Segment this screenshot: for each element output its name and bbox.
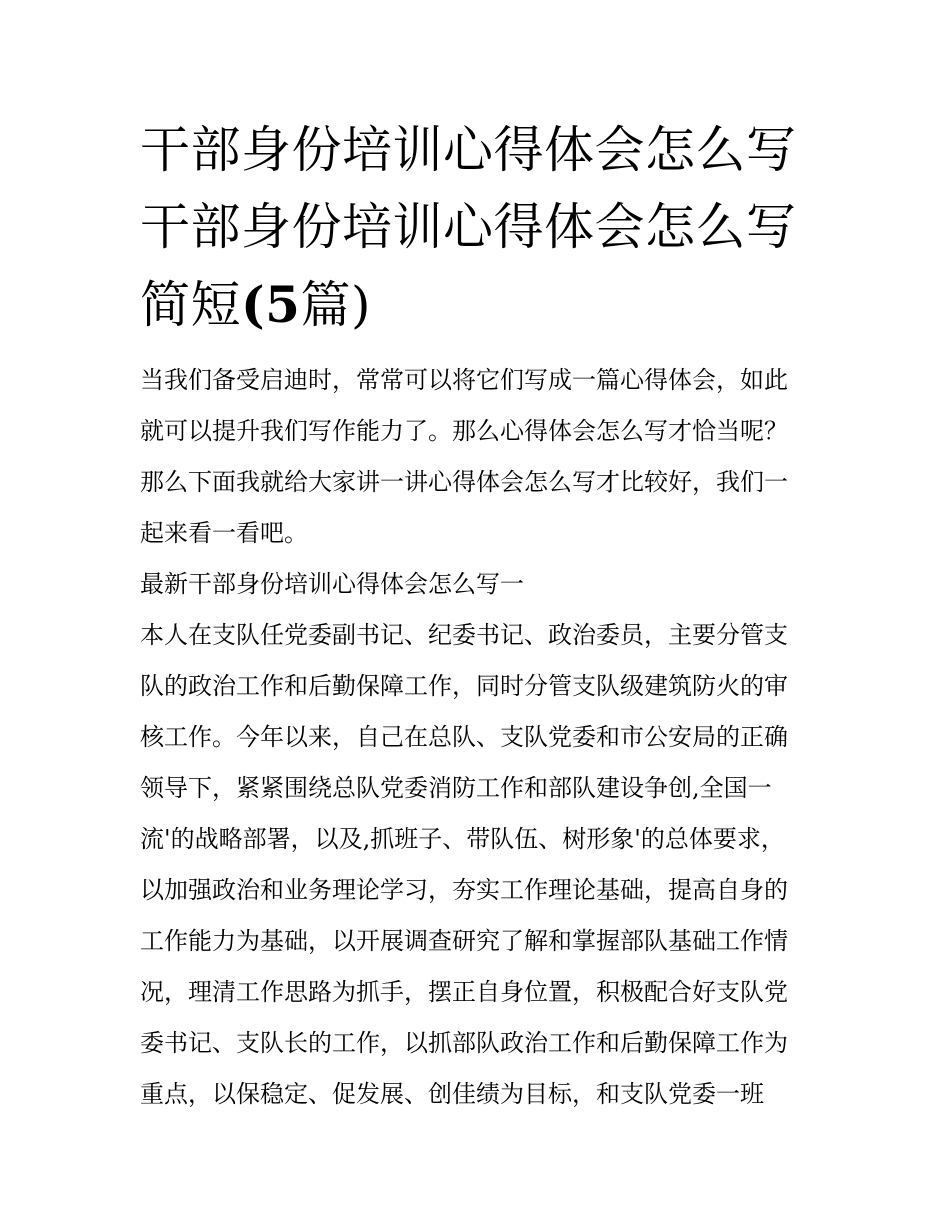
body-line: 委书记、支队长的工作，以抓部队政治工作和后勤保障工作为 bbox=[140, 1029, 788, 1057]
document-title bbox=[140, 112, 820, 344]
title-line-1: 干部身份培训心得体会怎么写 bbox=[140, 121, 797, 179]
title-line-2: 干部身份培训心得体会怎么写 bbox=[140, 198, 797, 256]
title-line-3-count: (5 bbox=[241, 275, 301, 334]
body-line: 本人在支队任党委副书记、纪委书记、政治委员，主要分管支 bbox=[140, 621, 788, 649]
body-line: 那么下面我就给大家讲一讲心得体会怎么写才比较好，我们一 bbox=[140, 468, 788, 496]
body-line: 重点，以保稳定、促发展、创佳绩为目标，和支队党委一班 bbox=[140, 1080, 764, 1108]
body-line: 领导下，紧紧围绕总队党委消防工作和部队建设争创,全国一 bbox=[140, 774, 772, 802]
body-line: 起来看一看吧。 bbox=[140, 519, 308, 547]
document-body bbox=[140, 355, 820, 1120]
section-heading: 最新干部身份培训心得体会怎么写一 bbox=[140, 570, 524, 598]
body-line: 核工作。今年以来，自己在总队、支队党委和市公安局的正确 bbox=[140, 723, 788, 751]
body-line: 流'的战略部署，以及,抓班子、带队伍、树形象'的总体要求， bbox=[140, 825, 785, 853]
body-line: 队的政治工作和后勤保障工作，同时分管支队级建筑防火的审 bbox=[140, 672, 788, 700]
body-line: 就可以提升我们写作能力了。那么心得体会怎么写才恰当呢？ bbox=[140, 417, 788, 445]
body-line: 工作能力为基础，以开展调查研究了解和掌握部队基础工作情 bbox=[140, 927, 788, 955]
title-line-3-suffix: 篇) bbox=[300, 276, 371, 334]
title-line-3 bbox=[140, 266, 820, 344]
body-line: 况，理清工作思路为抓手，摆正自身位置，积极配合好支队党 bbox=[140, 978, 788, 1006]
title-line-3-prefix: 简短 bbox=[140, 276, 241, 334]
body-line: 以加强政治和业务理论学习，夯实工作理论基础，提高自身的 bbox=[140, 876, 788, 904]
body-line: 当我们备受启迪时，常常可以将它们写成一篇心得体会，如此 bbox=[140, 366, 788, 394]
